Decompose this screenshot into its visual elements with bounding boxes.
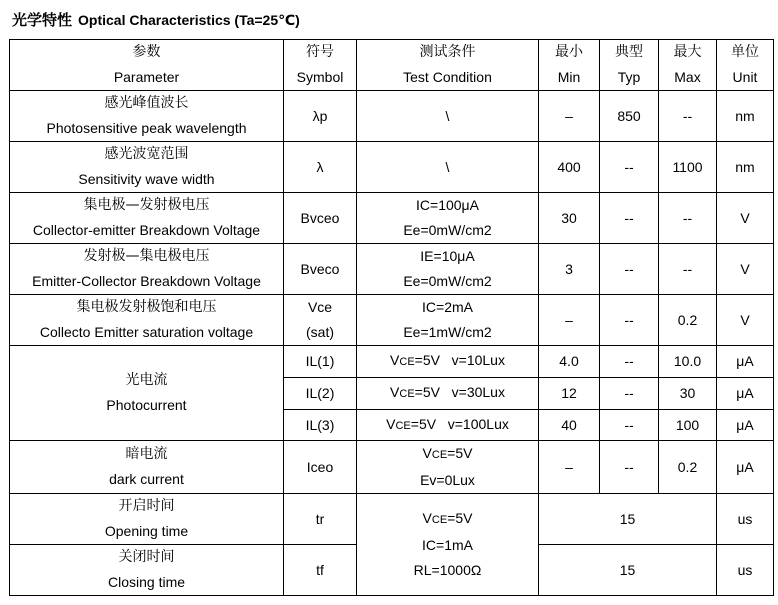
symbol-cell: Bvceo <box>284 193 357 244</box>
table-row <box>10 346 774 378</box>
section-title <box>12 9 300 31</box>
table-row <box>10 494 774 545</box>
table-row <box>10 193 774 244</box>
unit-cell: nm <box>717 142 774 193</box>
symbol-cell: Iceo <box>284 441 357 494</box>
max-cell: -- <box>659 91 717 142</box>
condition-cell: IC=2mA Ee=1mW/cm2 <box>357 295 539 346</box>
symbol-cell: Bveco <box>284 244 357 295</box>
typ-cell: -- <box>600 193 659 244</box>
typ-cell: -- <box>600 142 659 193</box>
min-cell: 40 <box>539 410 600 441</box>
section-title-en: Optical Characteristics (Ta=25℃) <box>78 12 300 28</box>
unit-cell: V <box>717 295 774 346</box>
table-row <box>10 91 774 142</box>
typ-cell: -- <box>600 441 659 494</box>
param-cell: 发射极—集电极电压 Emitter-Collector Breakdown Voltage <box>10 244 284 295</box>
condition-cell: IE=10μA Ee=0mW/cm2 <box>357 244 539 295</box>
param-cell: 集电极—发射极电压 Collector-emitter Breakdown Voltage <box>10 193 284 244</box>
unit-cell: μA <box>717 346 774 378</box>
unit-cell: μA <box>717 441 774 494</box>
section-title-zh: 光学特性 <box>12 11 73 29</box>
typ-cell: -- <box>600 410 659 441</box>
min-cell: – <box>539 295 600 346</box>
max-cell: 0.2 <box>659 295 717 346</box>
unit-cell: nm <box>717 91 774 142</box>
table-row <box>10 295 774 346</box>
symbol-cell: λ <box>284 142 357 193</box>
max-cell: 0.2 <box>659 441 717 494</box>
symbol-cell: λp <box>284 91 357 142</box>
condition-cell: \ <box>357 142 539 193</box>
max-cell: 30 <box>659 378 717 410</box>
max-cell: -- <box>659 193 717 244</box>
table-header-row <box>10 40 774 91</box>
value-cell: 15 <box>539 545 717 596</box>
header-symbol: 符号 Symbol <box>284 40 357 91</box>
max-cell: 1100 <box>659 142 717 193</box>
header-parameter: 参数 Parameter <box>10 40 284 91</box>
symbol-cell: tf <box>284 545 357 596</box>
symbol-cell: IL(3) <box>284 410 357 441</box>
max-cell: -- <box>659 244 717 295</box>
typ-cell: -- <box>600 378 659 410</box>
unit-cell: us <box>717 545 774 596</box>
param-cell: 集电极发射极饱和电压 Collecto Emitter saturation voltage <box>10 295 284 346</box>
condition-cell: VCE=5V Ev=0Lux <box>357 441 539 494</box>
symbol-cell: Vce (sat) <box>284 295 357 346</box>
unit-cell: us <box>717 494 774 545</box>
typ-cell: -- <box>600 346 659 378</box>
condition-cell: IC=100μA Ee=0mW/cm2 <box>357 193 539 244</box>
condition-cell-timing: VCE=5V IC=1mA RL=1000Ω <box>357 494 539 596</box>
typ-cell: 850 <box>600 91 659 142</box>
header-max: 最大 Max <box>659 40 717 91</box>
unit-cell: V <box>717 193 774 244</box>
header-condition: 测试条件 Test Condition <box>357 40 539 91</box>
param-cell-photocurrent: 光电流 Photocurrent <box>10 346 284 441</box>
min-cell: 3 <box>539 244 600 295</box>
symbol-cell: IL(2) <box>284 378 357 410</box>
header-typ: 典型 Typ <box>600 40 659 91</box>
condition-cell: VCE=5V v=100Lux <box>357 410 539 441</box>
max-cell: 10.0 <box>659 346 717 378</box>
param-cell: 关闭时间 Closing time <box>10 545 284 596</box>
header-min: 最小 Min <box>539 40 600 91</box>
header-unit: 单位 Unit <box>717 40 774 91</box>
optical-characteristics-table <box>9 39 774 596</box>
table-row <box>10 441 774 494</box>
min-cell: – <box>539 91 600 142</box>
param-cell: 开启时间 Opening time <box>10 494 284 545</box>
unit-cell: μA <box>717 378 774 410</box>
typ-cell: -- <box>600 244 659 295</box>
symbol-cell: tr <box>284 494 357 545</box>
param-cell: 暗电流 dark current <box>10 441 284 494</box>
max-cell: 100 <box>659 410 717 441</box>
min-cell: 30 <box>539 193 600 244</box>
condition-cell: \ <box>357 91 539 142</box>
min-cell: 400 <box>539 142 600 193</box>
min-cell: 4.0 <box>539 346 600 378</box>
unit-cell: V <box>717 244 774 295</box>
value-cell: 15 <box>539 494 717 545</box>
min-cell: – <box>539 441 600 494</box>
table-row <box>10 142 774 193</box>
table-row <box>10 244 774 295</box>
min-cell: 12 <box>539 378 600 410</box>
param-cell: 感光峰值波长 Photosensitive peak wavelength <box>10 91 284 142</box>
unit-cell: μA <box>717 410 774 441</box>
symbol-cell: IL(1) <box>284 346 357 378</box>
param-cell: 感光波宽范围 Sensitivity wave width <box>10 142 284 193</box>
typ-cell: -- <box>600 295 659 346</box>
condition-cell: VCE=5V v=30Lux <box>357 378 539 410</box>
condition-cell: VCE=5V v=10Lux <box>357 346 539 378</box>
